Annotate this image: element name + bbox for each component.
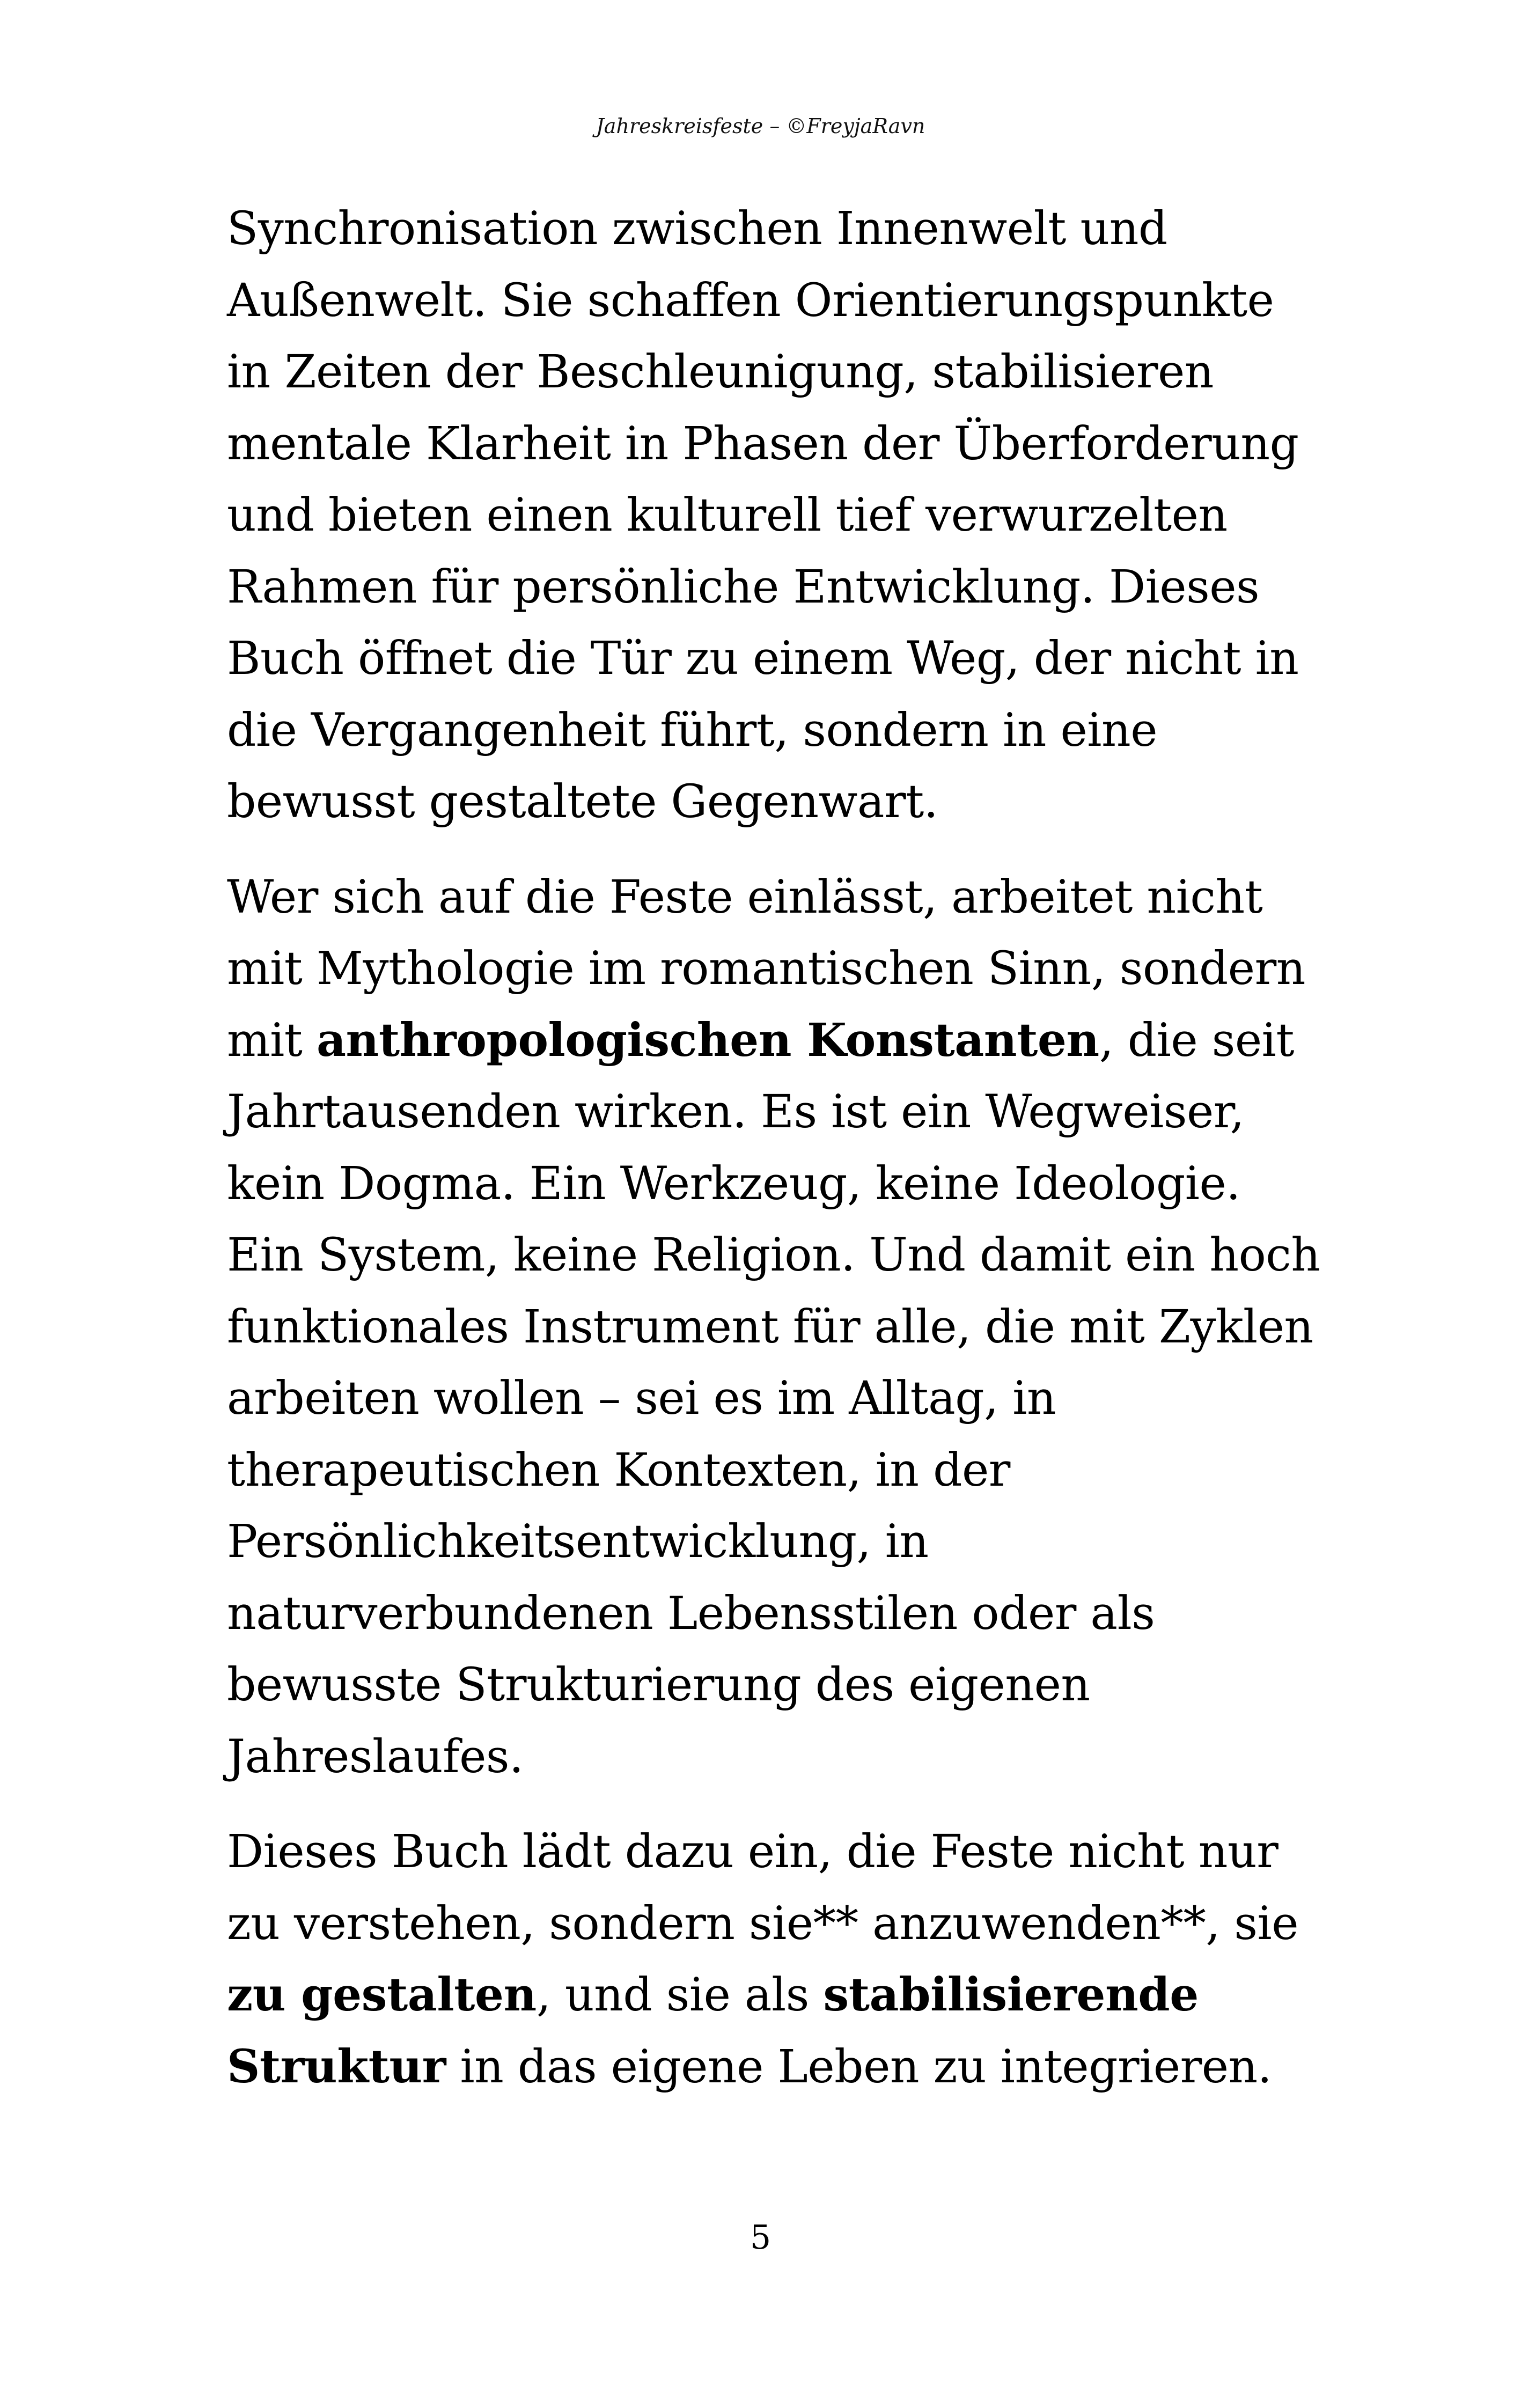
- text-line: Synchronisation zwischen Innenwelt und: [227, 202, 1167, 255]
- text-line: kein Dogma. Ein Werkzeug, keine Ideologie.: [227, 1157, 1240, 1210]
- body-text: [227, 193, 1354, 2103]
- bold-phrase: zu gestalten: [227, 1968, 537, 2022]
- text-line: mit Mythologie im romantischen Sinn, sondern: [227, 942, 1305, 995]
- text-line: und bieten einen kulturell tief verwurzelten: [227, 489, 1228, 542]
- text-run: , die seit: [1099, 1014, 1294, 1067]
- paragraph: [227, 862, 1354, 1793]
- text-line: naturverbundenen Lebensstilen oder als: [227, 1587, 1155, 1640]
- text-line: [227, 2031, 1354, 2103]
- text-line: Jahreslaufes.: [227, 1730, 524, 1783]
- text-run: in das eigene Leben zu integrieren.: [445, 2040, 1272, 2094]
- text-line: in Zeiten der Beschleunigung, stabilisieren: [227, 346, 1214, 399]
- text-line: arbeiten wollen – sei es im Alltag, in: [227, 1372, 1056, 1425]
- text-line: die Vergangenheit führt, sondern in eine: [227, 703, 1158, 757]
- text-line: [227, 1959, 1354, 2031]
- text-line: Rahmen für persönliche Entwicklung. Dieses: [227, 560, 1260, 614]
- text-line: Außenwelt. Sie schaffen Orientierungspunkte: [227, 274, 1274, 327]
- text-run: mit: [227, 1014, 317, 1067]
- text-line: [227, 1005, 1354, 1077]
- bold-phrase: stabilisierende: [823, 1968, 1199, 2022]
- text-line: bewusste Strukturierung des eigenen: [227, 1658, 1090, 1712]
- text-line: Dieses Buch lädt dazu ein, die Feste nicht nur: [227, 1825, 1278, 1878]
- text-line: Jahrtausenden wirken. Es ist ein Wegweiser,: [227, 1085, 1245, 1139]
- page-number: 5: [750, 2218, 771, 2257]
- paragraph: [227, 193, 1354, 838]
- text-run: , und sie als: [536, 1969, 824, 2022]
- text-line: mentale Klarheit in Phasen der Überforderung: [227, 417, 1299, 471]
- paragraph: [227, 1816, 1354, 2103]
- text-line: Persönlichkeitsentwicklung, in: [227, 1515, 929, 1568]
- text-line: Ein System, keine Religion. Und damit ein hoch: [227, 1229, 1320, 1282]
- text-line: Buch öffnet die Tür zu einem Weg, der nicht in: [227, 632, 1299, 685]
- text-line: zu verstehen, sondern sie** anzuwenden**, sie: [227, 1897, 1299, 1950]
- text-line: therapeutischen Kontexten, in der: [227, 1443, 1010, 1497]
- text-line: bewusst gestaltete Gegenwart.: [227, 775, 938, 828]
- bold-phrase: anthropologischen Konstanten: [316, 1013, 1099, 1067]
- running-head: Jahreskreisfeste – ©FreyjaRavn: [596, 114, 925, 138]
- text-line: Wer sich auf die Feste einlässt, arbeitet nicht: [227, 870, 1263, 924]
- bold-phrase: Struktur: [227, 2039, 446, 2094]
- text-line: funktionales Instrument für alle, die mit Zyklen: [227, 1300, 1313, 1354]
